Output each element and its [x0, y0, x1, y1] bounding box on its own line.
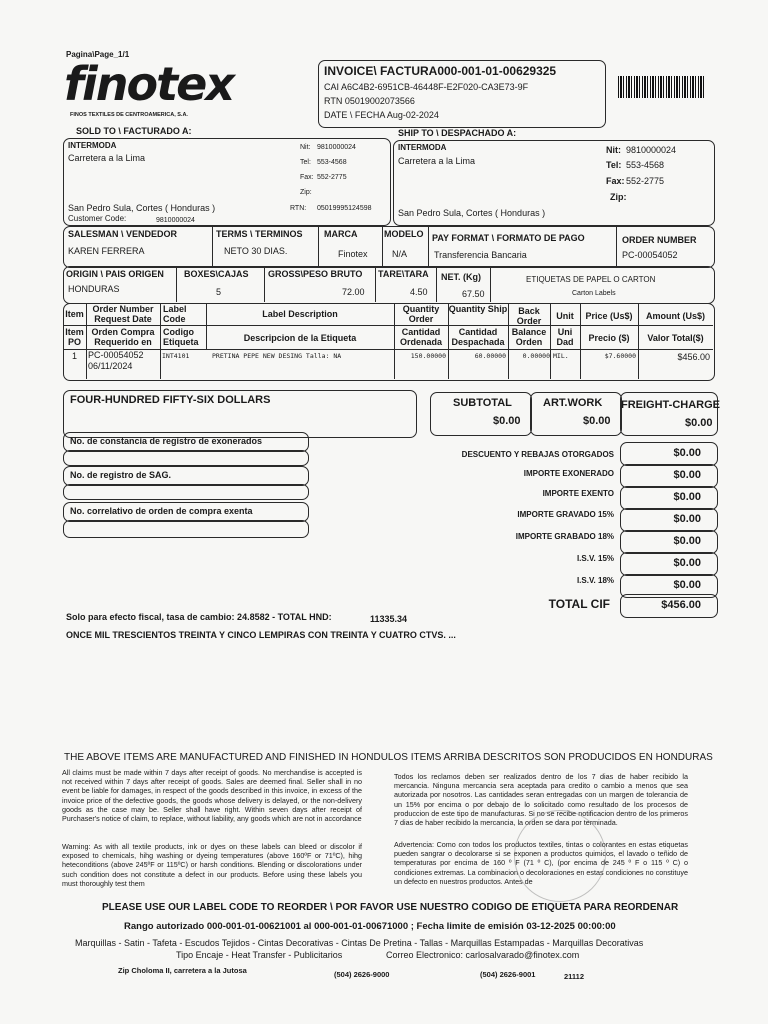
customer-code: 9810000024: [156, 217, 195, 224]
gross-weight-value: 72.00: [342, 287, 365, 297]
col-desc-es: Descripcion de la Etiqueta: [243, 333, 357, 343]
modelo-header: MODELO: [384, 229, 424, 239]
ship-zip-label: Zip:: [610, 192, 627, 202]
invoice-header-box: [318, 60, 606, 128]
artwork-label: ART.WORK: [543, 397, 603, 409]
col-amount-en: Amount (Us$): [646, 311, 705, 321]
contact-email: Correo Electronico: carlosalvarado@finotex.com: [386, 950, 580, 960]
sag-field: [63, 466, 309, 486]
col-qty-ship-es: Cantidad Despachada: [451, 327, 505, 347]
zip-label: Zip:: [300, 189, 312, 196]
row-unit: MIL.: [553, 352, 569, 360]
summary-value-6: $0.00: [673, 579, 701, 591]
summary-label-3: IMPORTE GRAVADO 15%: [517, 510, 614, 519]
row-price: $7.60000: [604, 352, 636, 360]
invoice-cai: CAI A6C4B2-6951CB-46448F-E2F020-CA3E73-9F: [324, 82, 529, 92]
row-date: 06/11/2024: [88, 361, 133, 371]
col-order-es: Orden Compra Requerido en: [91, 327, 155, 347]
fiscal-hnd: 11335.34: [370, 614, 408, 624]
etiquetas-value: Carton Labels: [572, 290, 616, 297]
rango-autorizado: Rango autorizado 000-001-01-00621001 al 000-001-01-00671000 ; Fecha limite de emisión 03-12-2025 00:00:00: [124, 921, 616, 932]
fiscal-words: ONCE MIL TRESCIENTOS TREINTA Y CINCO LEMPIRAS CON TREINTA Y CUATRO CTVS. ...: [66, 630, 456, 640]
amount-words-box: [63, 390, 417, 438]
marca-value: Finotex: [338, 249, 368, 259]
amount-words: FOUR-HUNDRED FIFTY-SIX DOLLARS: [70, 394, 271, 406]
boxes-header: BOXES\CAJAS: [184, 269, 249, 279]
company-stamp: [514, 810, 606, 902]
row-order: PC-00054052: [88, 350, 144, 360]
row-item: 1: [72, 351, 78, 361]
summary-box-0: [620, 442, 718, 466]
summary-value-0: $0.00: [673, 447, 701, 459]
fiscal-line: Solo para efecto fiscal, tasa de cambio: 24.8582 - TOTAL HND:: [66, 612, 332, 622]
modelo-value: N/A: [392, 249, 408, 259]
col-item-en: Item: [65, 309, 84, 319]
summary-label-6: I.S.V. 18%: [576, 576, 614, 585]
summary-box-4: [620, 530, 718, 554]
ship-nit-value: 9810000024: [626, 145, 677, 155]
summary-value-5: $0.00: [673, 557, 701, 569]
logo-tagline: FINOS TEXTILES DE CENTROAMERICA, S.A.: [70, 112, 188, 118]
subtotal-box: [430, 392, 532, 436]
order-number-header: ORDER NUMBER: [622, 235, 697, 245]
correlativo-label: No. correlativo de orden de compra exenta: [70, 506, 253, 516]
net-value: 67.50: [462, 289, 485, 299]
col-price-es: Precio ($): [588, 333, 630, 343]
row-qty-ship: 60.00000: [474, 352, 506, 360]
ship-tel-label: Tel:: [606, 160, 622, 170]
claims-es: Todos los reclamos deben ser realizados dentro de los 7 dias de haber recibido la mercancia. Ninguna mercancia sera aceptada para credito o cambio a menos que sea autorizada por nosotros. Las cantidades seran entregadas con un margen de tolerancia de un 15% por encima o por debajo de lo solicitado como resultado de los procesos de produccion de este tipo de manufacturas. Si no se recibe notificacion dentro de los primeros 7 dias de haber recibido la mercancia, la orden se dara por terminada.: [394, 772, 688, 828]
invoice-title: INVOICE\ FACTURA000-001-01-00629325: [324, 64, 557, 78]
correlativo-field: [63, 502, 309, 522]
col-amount-es: Valor Total($): [647, 333, 704, 343]
freight-label: FREIGHT-CHARGE: [621, 399, 720, 411]
order-number-value: PC-00054052: [622, 250, 678, 260]
summary-label-1: IMPORTE EXONERADO: [523, 469, 614, 478]
ship-to-heading: SHIP TO \ DESPACHADO A:: [398, 128, 517, 138]
row-amount: $456.00: [677, 352, 710, 362]
exonerados-field: [63, 432, 309, 452]
artwork-box: [530, 392, 622, 436]
tel-label: Tel:: [300, 159, 311, 166]
summary-value-4: $0.00: [673, 535, 701, 547]
finotex-logo: [64, 57, 233, 111]
sold-to-city: San Pedro Sula, Cortes ( Honduras ): [68, 203, 216, 213]
exonerados-label: No. de constancia de registro de exonerados: [70, 436, 263, 446]
summary-value-2: $0.00: [673, 491, 701, 503]
col-label-es: Codigo Etiqueta: [163, 327, 199, 347]
warning-es: Advertencia: Como con todos los productos textiles, tintas o colorantes en estas etiquetas pueden sangrar o decolorarse si se exponen a productos quimicos, el lavado o teñido de temperaturas por encima de 160 º F (71 º C), (por encima de 245 º F o 115 º C) o condiciones extremas. La combinacion o decoloraciones en estas condiciones no constituye un defecto en nuestros productos. Antes de: [394, 840, 688, 886]
products-line-2: Tipo Encaje - Heat Transfer - Publicitarios: [176, 950, 343, 960]
phone-1: (504) 2626-9000: [334, 970, 390, 979]
col-qty-order-en: Quantity Order: [402, 304, 440, 324]
col-back-es: Balance Orden: [511, 327, 547, 347]
subtotal-label: SUBTOTAL: [453, 397, 512, 409]
col-qty-order-es: Cantidad Ordenada: [399, 327, 442, 347]
total-cif-value: $456.00: [661, 599, 701, 611]
total-cif-box: [620, 594, 718, 618]
col-item-es: Item PO: [65, 327, 84, 347]
summary-box-3: [620, 508, 718, 532]
col-price-en: Price (Us$): [585, 311, 633, 321]
col-desc-en: Label Description: [262, 309, 338, 319]
page-label: Pagina\Page_1/1: [66, 50, 130, 59]
tare-header: TARE\TARA: [378, 269, 429, 279]
ship-tel-value: 553-4568: [626, 160, 665, 170]
pay-format-value: Transferencia Bancaria: [434, 250, 527, 260]
summary-value-3: $0.00: [673, 513, 701, 525]
summary-value-1: $0.00: [673, 469, 701, 481]
rtn-label: RTN:: [290, 205, 307, 212]
summary-box-5: [620, 552, 718, 576]
invoice-date: DATE \ FECHA Aug-02-2024: [324, 110, 439, 120]
nit-label: Nit:: [300, 144, 311, 151]
row-qty-order: 150.00000: [410, 352, 446, 360]
fax-value: 552-2775: [317, 174, 347, 181]
ship-to-address: Carretera a la Lima: [398, 156, 476, 166]
row-back-order: 0.00000: [522, 352, 550, 360]
sold-to-box: [63, 138, 391, 226]
total-cif-label: TOTAL CIF: [548, 597, 610, 611]
net-header: NET. (Kg): [441, 272, 481, 282]
gross-weight-header: GROSS\PESO BRUTO: [268, 269, 363, 279]
ship-to-box: [393, 140, 715, 226]
origin-value: HONDURAS: [68, 284, 120, 294]
summary-label-4: IMPORTE GRABADO 18%: [515, 532, 614, 541]
summary-box-1: [620, 464, 718, 488]
col-label-en: Label Code: [163, 304, 187, 324]
summary-box-2: [620, 486, 718, 510]
ship-to-city: San Pedro Sula, Cortes ( Honduras ): [398, 208, 546, 218]
freight-box: [620, 392, 718, 436]
artwork-value: $0.00: [583, 415, 611, 427]
manufactured-statement: THE ABOVE ITEMS ARE MANUFACTURED AND FINISHED IN HONDULOS ITEMS ARRIBA DESCRITOS SON PRODUCIDOS EN HONDURAS: [64, 752, 713, 763]
sag-blank: [63, 484, 309, 500]
summary-label-5: I.S.V. 15%: [576, 554, 614, 563]
col-back-en: Back Order: [516, 306, 542, 326]
nit-value: 9810000024: [317, 144, 356, 151]
claims-en: All claims must be made within 7 days after receipt of goods. No merchandise is accepted is not received within 7 days after receipt of goods. Sales are deemed final. Seller shall in no event be liable for damages, in respect of the goods described in this invoice, in excess of the invoice price of the defective goods, the goods whose delivery is delayed, or the non-delivery goods as the case may be. Seller shall have right. Within seven days after receipt of Purchaser's notice of claim, to replace, without liability, any goods which are not in accordance: [62, 768, 362, 824]
tel-value: 553-4568: [317, 159, 347, 166]
col-unit-es: Uni Dad: [556, 327, 574, 347]
footer-code: 21112: [564, 972, 585, 981]
phone-2: (504) 2626-9001: [480, 970, 536, 979]
terms-value: NETO 30 DIAS.: [224, 246, 288, 256]
tare-value: 4.50: [410, 287, 428, 297]
terms-header: TERMS \ TERMINOS: [216, 229, 303, 239]
summary-label-0: DESCUENTO Y REBAJAS OTORGADOS: [461, 450, 614, 459]
marca-header: MARCA: [324, 229, 358, 239]
col-order-en: Order Number Request Date: [92, 304, 154, 324]
col-qty-ship-en: Quantity Ship: [448, 304, 508, 314]
ship-to-name: INTERMODA: [398, 143, 447, 152]
company-address: Zip Choloma II, carretera a la Jutosa: [118, 966, 247, 975]
pay-format-header: PAY FORMAT \ FORMATO DE PAGO: [432, 233, 585, 243]
boxes-value: 5: [216, 287, 222, 297]
ship-nit-label: Nit:: [606, 145, 621, 155]
exonerados-blank: [63, 450, 309, 466]
ship-fax-label: Fax:: [606, 176, 625, 186]
origin-header: ORIGIN \ PAIS ORIGEN: [66, 269, 164, 279]
salesman-header: SALESMAN \ VENDEDOR: [68, 229, 178, 239]
sold-to-address: Carretera a la Lima: [68, 153, 146, 163]
sag-label: No. de registro de SAG.: [70, 470, 172, 480]
fax-label: Fax:: [300, 174, 314, 181]
products-line-1: Marquillas - Satin - Tafeta - Escudos Tejidos - Cintas Decorativas - Cintas De Pretina - Tallas - Marquillas Estampadas - Marquillas Decorativas: [75, 938, 644, 948]
etiquetas-header: ETIQUETAS DE PAPEL O CARTON: [526, 275, 656, 284]
subtotal-value: $0.00: [493, 415, 521, 427]
freight-value: $0.00: [685, 417, 713, 429]
col-unit-en: Unit: [556, 311, 574, 321]
ship-fax-value: 552-2775: [626, 176, 665, 186]
row-label-code: INT4101: [162, 352, 190, 360]
correlativo-blank: [63, 520, 309, 538]
sold-to-name: INTERMODA: [68, 141, 117, 150]
warning-en: Warning: As with all textile products, ink or dyes on these labels can bleed or discolor if exposed to chemicals, hihg washing or dyeing temperatures (above 160ºF or 71ºC), hihg heteconditions (above 245ºF or 115ºC) or harsh conditions. Blending or discolorations under such condition does not constitute a defect in our products. Before using these labels you must thoroughly test them: [62, 842, 362, 888]
reorder-notice: PLEASE USE OUR LABEL CODE TO REORDER \ POR FAVOR USE NUESTRO CODIGO DE ETIQUETA PARA REORDENAR: [102, 902, 679, 913]
rtn-value: 05019995124598: [317, 205, 372, 212]
barcode: [618, 76, 706, 98]
salesman-value: KAREN FERRERA: [68, 246, 145, 256]
row-description: PRETINA PEPE NEW DESING Talla: NA: [212, 352, 342, 360]
logo-text: finotex: [64, 57, 233, 111]
sold-to-heading: SOLD TO \ FACTURADO A:: [76, 126, 192, 136]
summary-label-2: IMPORTE EXENTO: [542, 489, 614, 498]
invoice-rtn: RTN 05019002073566: [324, 96, 415, 106]
customer-code-label: Customer Code:: [68, 214, 127, 223]
